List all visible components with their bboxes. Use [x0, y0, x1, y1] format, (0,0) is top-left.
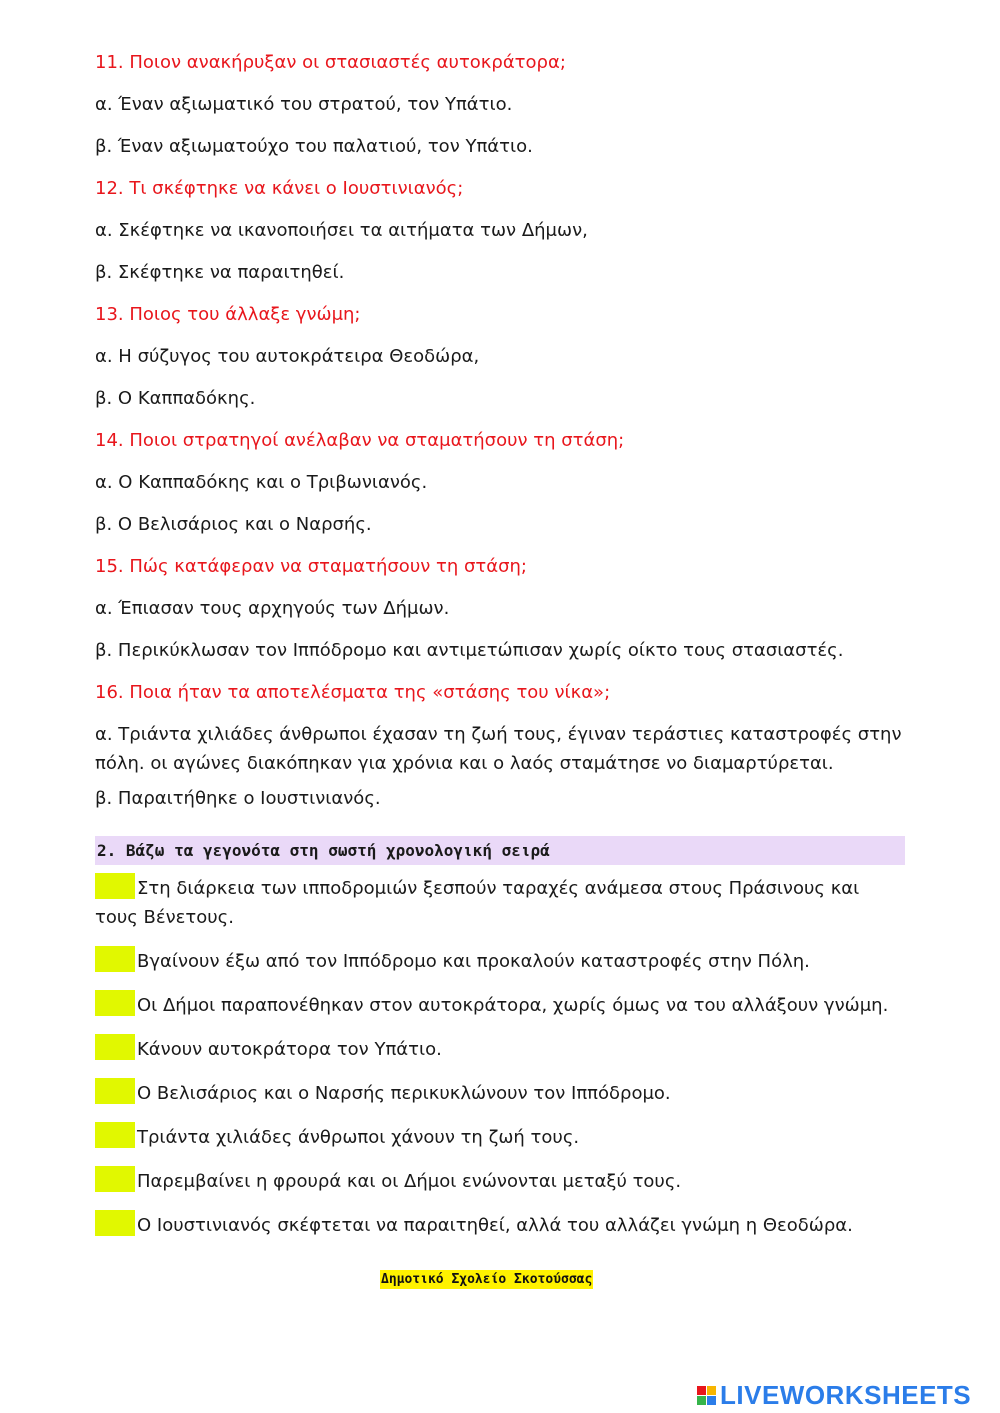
liveworksheets-brand[interactable] — [697, 1380, 971, 1411]
option-16-b[interactable]: β. Παραιτήθηκε ο Ιουστινιανός. — [95, 788, 381, 809]
option-14-a[interactable]: α. Ο Καππαδόκης και ο Τριβωνιανός. — [95, 472, 428, 493]
event-text: Τριάντα χιλιάδες άνθρωποι χάνουν τη ζωή τους. — [137, 1127, 580, 1148]
option-13-a[interactable]: α. Η σύζυγος του αυτοκράτειρα Θεοδώρα, — [95, 346, 480, 367]
liveworksheets-logo-icon — [697, 1386, 716, 1405]
question-14: 14. Ποιοι στρατηγοί ανέλαβαν να σταματήσουν τη στάση; — [95, 430, 625, 451]
order-input-box[interactable] — [95, 990, 135, 1016]
option-11-a[interactable]: α. Έναν αξιωματικό του στρατού, τον Υπάτιο. — [95, 94, 513, 115]
event-item — [95, 1210, 903, 1240]
question-13: 13. Ποιος του άλλαξε γνώμη; — [95, 304, 361, 325]
event-item — [95, 990, 903, 1020]
option-12-b[interactable]: β. Σκέφτηκε να παραιτηθεί. — [95, 262, 345, 283]
event-item — [95, 1166, 903, 1196]
event-text: Ο Βελισάριος και ο Ναρσής περικυκλώνουν τον Ιππόδρομο. — [137, 1083, 671, 1104]
option-15-a[interactable]: α. Έπιασαν τους αρχηγούς των Δήμων. — [95, 598, 450, 619]
order-input-box[interactable] — [95, 873, 135, 899]
option-11-b[interactable]: β. Έναν αξιωματούχο του παλατιού, τον Υπάτιο. — [95, 136, 533, 157]
brand-name: LIVEWORKSHEETS — [720, 1380, 972, 1410]
option-12-a[interactable]: α. Σκέφτηκε να ικανοποιήσει τα αιτήματα των Δήμων, — [95, 220, 588, 241]
school-footer: Δημοτικό Σχολείο Σκοτούσσας — [381, 1272, 593, 1287]
question-11: 11. Ποιον ανακήρυξαν οι στασιαστές αυτοκράτορα; — [95, 52, 566, 73]
option-16-a[interactable]: α. Τριάντα χιλιάδες άνθρωποι έχασαν τη ζωή τους, έγιναν τεράστιες καταστροφές στην πόλη. οι αγώνες διακόπηκαν για χρόνια και ο λαός σταμάτησε νο διαμαρτύρεται. — [95, 724, 902, 774]
section-2-heading: 2. Βάζω τα γεγονότα στη σωστή χρονολογική σειρά — [95, 836, 905, 865]
option-15-b[interactable]: β. Περικύκλωσαν τον Ιππόδρομο και αντιμετώπισαν χωρίς οίκτο τους στασιαστές. — [95, 640, 844, 661]
event-item — [95, 946, 903, 976]
event-item — [95, 1078, 903, 1108]
event-text: Οι Δήμοι παραπονέθηκαν στον αυτοκράτορα, χωρίς όμως να του αλλάξουν γνώμη. — [137, 995, 889, 1016]
event-item — [95, 873, 903, 932]
order-input-box[interactable] — [95, 946, 135, 972]
order-input-box[interactable] — [95, 1034, 135, 1060]
event-text: Στη διάρκεια των ιπποδρομιών ξεσπούν ταραχές ανάμεσα στους Πράσινους και τους Βένετους. — [95, 878, 860, 928]
option-13-b[interactable]: β. Ο Καππαδόκης. — [95, 388, 256, 409]
order-input-box[interactable] — [95, 1210, 135, 1236]
event-text: Βγαίνουν έξω από τον Ιππόδρομο και προκαλούν καταστροφές στην Πόλη. — [137, 951, 810, 972]
order-input-box[interactable] — [95, 1122, 135, 1148]
order-input-box[interactable] — [95, 1078, 135, 1104]
question-16: 16. Ποια ήταν τα αποτελέσματα της «στάσης του νίκα»; — [95, 682, 611, 703]
event-text: Κάνουν αυτοκράτορα τον Υπάτιο. — [137, 1039, 442, 1060]
question-15: 15. Πώς κατάφεραν να σταματήσουν τη στάση; — [95, 556, 527, 577]
event-item — [95, 1122, 903, 1152]
order-input-box[interactable] — [95, 1166, 135, 1192]
worksheet-page — [95, 48, 903, 1254]
question-12: 12. Τι σκέφτηκε να κάνει ο Ιουστινιανός; — [95, 178, 464, 199]
event-text: Ο Ιουστινιανός σκέφτεται να παραιτηθεί, αλλά του αλλάζει γνώμη η Θεοδώρα. — [137, 1215, 853, 1236]
event-text: Παρεμβαίνει η φρουρά και οι Δήμοι ενώνονται μεταξύ τους. — [137, 1171, 682, 1192]
option-14-b[interactable]: β. Ο Βελισάριος και ο Ναρσής. — [95, 514, 372, 535]
event-item — [95, 1034, 903, 1064]
